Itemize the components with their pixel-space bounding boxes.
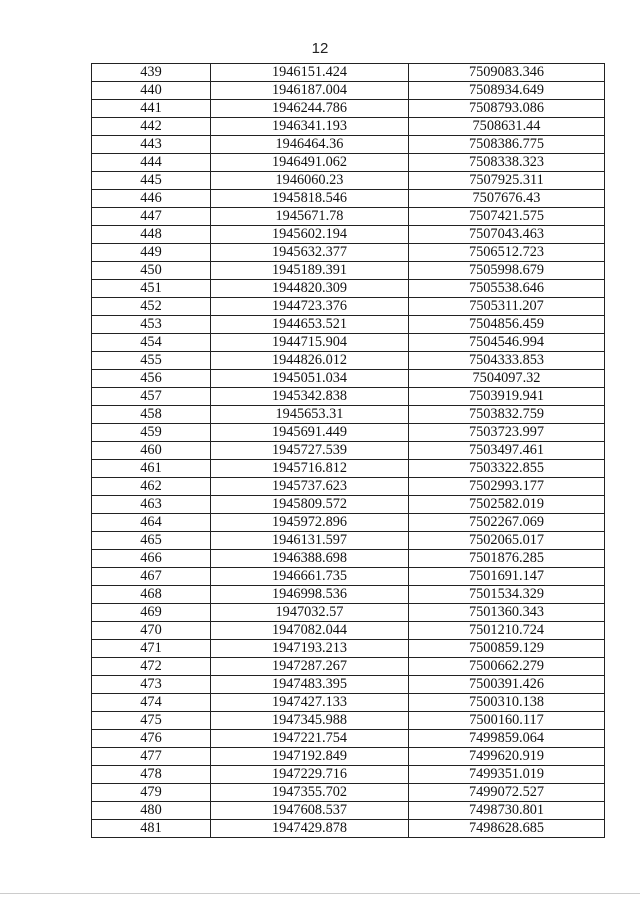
point-number-cell: 459 <box>92 424 211 442</box>
point-number-cell: 470 <box>92 622 211 640</box>
coordinates-table-wrapper <box>91 63 601 838</box>
point-number-cell: 481 <box>92 820 211 838</box>
point-number-cell: 445 <box>92 172 211 190</box>
point-number-cell: 446 <box>92 190 211 208</box>
point-number-cell: 452 <box>92 298 211 316</box>
table-row <box>92 334 605 352</box>
x-coordinate-cell: 1947193.213 <box>211 640 409 658</box>
table-row <box>92 802 605 820</box>
point-number-cell: 453 <box>92 316 211 334</box>
point-number-cell: 447 <box>92 208 211 226</box>
y-coordinate-cell: 7500160.117 <box>409 712 605 730</box>
table-row <box>92 280 605 298</box>
y-coordinate-cell: 7508386.775 <box>409 136 605 154</box>
y-coordinate-cell: 7502993.177 <box>409 478 605 496</box>
point-number-cell: 476 <box>92 730 211 748</box>
y-coordinate-cell: 7499072.527 <box>409 784 605 802</box>
coordinates-table <box>91 63 605 838</box>
y-coordinate-cell: 7504097.32 <box>409 370 605 388</box>
table-row <box>92 550 605 568</box>
point-number-cell: 474 <box>92 694 211 712</box>
y-coordinate-cell: 7499859.064 <box>409 730 605 748</box>
y-coordinate-cell: 7505311.207 <box>409 298 605 316</box>
x-coordinate-cell: 1945691.449 <box>211 424 409 442</box>
point-number-cell: 480 <box>92 802 211 820</box>
table-row <box>92 622 605 640</box>
table-row <box>92 604 605 622</box>
point-number-cell: 455 <box>92 352 211 370</box>
y-coordinate-cell: 7499620.919 <box>409 748 605 766</box>
y-coordinate-cell: 7499351.019 <box>409 766 605 784</box>
y-coordinate-cell: 7508338.323 <box>409 154 605 172</box>
x-coordinate-cell: 1947429.878 <box>211 820 409 838</box>
table-row <box>92 298 605 316</box>
x-coordinate-cell: 1947355.702 <box>211 784 409 802</box>
y-coordinate-cell: 7501360.343 <box>409 604 605 622</box>
y-coordinate-cell: 7501534.329 <box>409 586 605 604</box>
table-row <box>92 172 605 190</box>
point-number-cell: 472 <box>92 658 211 676</box>
x-coordinate-cell: 1944826.012 <box>211 352 409 370</box>
y-coordinate-cell: 7504856.459 <box>409 316 605 334</box>
y-coordinate-cell: 7504546.994 <box>409 334 605 352</box>
y-coordinate-cell: 7507043.463 <box>409 226 605 244</box>
table-row <box>92 730 605 748</box>
x-coordinate-cell: 1945737.623 <box>211 478 409 496</box>
x-coordinate-cell: 1945972.896 <box>211 514 409 532</box>
x-coordinate-cell: 1947192.849 <box>211 748 409 766</box>
y-coordinate-cell: 7500310.138 <box>409 694 605 712</box>
point-number-cell: 469 <box>92 604 211 622</box>
point-number-cell: 461 <box>92 460 211 478</box>
x-coordinate-cell: 1946151.424 <box>211 64 409 82</box>
y-coordinate-cell: 7504333.853 <box>409 352 605 370</box>
x-coordinate-cell: 1946187.004 <box>211 82 409 100</box>
point-number-cell: 449 <box>92 244 211 262</box>
x-coordinate-cell: 1946060.23 <box>211 172 409 190</box>
point-number-cell: 477 <box>92 748 211 766</box>
y-coordinate-cell: 7500391.426 <box>409 676 605 694</box>
table-row <box>92 190 605 208</box>
point-number-cell: 463 <box>92 496 211 514</box>
point-number-cell: 451 <box>92 280 211 298</box>
y-coordinate-cell: 7501691.147 <box>409 568 605 586</box>
table-row <box>92 226 605 244</box>
table-row <box>92 658 605 676</box>
x-coordinate-cell: 1946388.698 <box>211 550 409 568</box>
table-row <box>92 424 605 442</box>
y-coordinate-cell: 7502065.017 <box>409 532 605 550</box>
table-body <box>92 64 605 838</box>
x-coordinate-cell: 1945727.539 <box>211 442 409 460</box>
x-coordinate-cell: 1947608.537 <box>211 802 409 820</box>
x-coordinate-cell: 1947032.57 <box>211 604 409 622</box>
y-coordinate-cell: 7503497.461 <box>409 442 605 460</box>
table-row <box>92 406 605 424</box>
y-coordinate-cell: 7508934.649 <box>409 82 605 100</box>
table-row <box>92 64 605 82</box>
x-coordinate-cell: 1947345.988 <box>211 712 409 730</box>
y-coordinate-cell: 7507676.43 <box>409 190 605 208</box>
table-row <box>92 694 605 712</box>
point-number-cell: 479 <box>92 784 211 802</box>
point-number-cell: 460 <box>92 442 211 460</box>
table-row <box>92 496 605 514</box>
x-coordinate-cell: 1946244.786 <box>211 100 409 118</box>
x-coordinate-cell: 1945602.194 <box>211 226 409 244</box>
y-coordinate-cell: 7503919.941 <box>409 388 605 406</box>
table-row <box>92 514 605 532</box>
table-row <box>92 766 605 784</box>
x-coordinate-cell: 1944715.904 <box>211 334 409 352</box>
point-number-cell: 442 <box>92 118 211 136</box>
table-row <box>92 208 605 226</box>
page-number: 12 <box>311 40 329 57</box>
x-coordinate-cell: 1947483.395 <box>211 676 409 694</box>
point-number-cell: 471 <box>92 640 211 658</box>
x-coordinate-cell: 1945189.391 <box>211 262 409 280</box>
table-row <box>92 100 605 118</box>
y-coordinate-cell: 7503723.997 <box>409 424 605 442</box>
y-coordinate-cell: 7503832.759 <box>409 406 605 424</box>
point-number-cell: 454 <box>92 334 211 352</box>
table-row <box>92 118 605 136</box>
table-row <box>92 442 605 460</box>
x-coordinate-cell: 1945809.572 <box>211 496 409 514</box>
x-coordinate-cell: 1947229.716 <box>211 766 409 784</box>
bottom-rule <box>0 893 640 894</box>
table-row <box>92 568 605 586</box>
y-coordinate-cell: 7502582.019 <box>409 496 605 514</box>
x-coordinate-cell: 1945051.034 <box>211 370 409 388</box>
x-coordinate-cell: 1947221.754 <box>211 730 409 748</box>
y-coordinate-cell: 7507421.575 <box>409 208 605 226</box>
point-number-cell: 448 <box>92 226 211 244</box>
x-coordinate-cell: 1945653.31 <box>211 406 409 424</box>
x-coordinate-cell: 1945342.838 <box>211 388 409 406</box>
table-row <box>92 460 605 478</box>
table-row <box>92 82 605 100</box>
point-number-cell: 466 <box>92 550 211 568</box>
x-coordinate-cell: 1946341.193 <box>211 118 409 136</box>
point-number-cell: 473 <box>92 676 211 694</box>
table-row <box>92 154 605 172</box>
table-row <box>92 820 605 838</box>
table-row <box>92 316 605 334</box>
table-row <box>92 388 605 406</box>
x-coordinate-cell: 1945818.546 <box>211 190 409 208</box>
point-number-cell: 456 <box>92 370 211 388</box>
table-row <box>92 370 605 388</box>
x-coordinate-cell: 1945671.78 <box>211 208 409 226</box>
point-number-cell: 464 <box>92 514 211 532</box>
point-number-cell: 457 <box>92 388 211 406</box>
y-coordinate-cell: 7502267.069 <box>409 514 605 532</box>
table-row <box>92 748 605 766</box>
x-coordinate-cell: 1946131.597 <box>211 532 409 550</box>
y-coordinate-cell: 7500859.129 <box>409 640 605 658</box>
x-coordinate-cell: 1944653.521 <box>211 316 409 334</box>
point-number-cell: 450 <box>92 262 211 280</box>
y-coordinate-cell: 7507925.311 <box>409 172 605 190</box>
point-number-cell: 475 <box>92 712 211 730</box>
y-coordinate-cell: 7508793.086 <box>409 100 605 118</box>
point-number-cell: 468 <box>92 586 211 604</box>
table-row <box>92 532 605 550</box>
x-coordinate-cell: 1945716.812 <box>211 460 409 478</box>
y-coordinate-cell: 7509083.346 <box>409 64 605 82</box>
x-coordinate-cell: 1946464.36 <box>211 136 409 154</box>
y-coordinate-cell: 7503322.855 <box>409 460 605 478</box>
table-row <box>92 640 605 658</box>
x-coordinate-cell: 1946998.536 <box>211 586 409 604</box>
x-coordinate-cell: 1944820.309 <box>211 280 409 298</box>
table-row <box>92 676 605 694</box>
y-coordinate-cell: 7505998.679 <box>409 262 605 280</box>
x-coordinate-cell: 1944723.376 <box>211 298 409 316</box>
x-coordinate-cell: 1947082.044 <box>211 622 409 640</box>
y-coordinate-cell: 7498628.685 <box>409 820 605 838</box>
point-number-cell: 465 <box>92 532 211 550</box>
table-row <box>92 478 605 496</box>
point-number-cell: 478 <box>92 766 211 784</box>
x-coordinate-cell: 1945632.377 <box>211 244 409 262</box>
point-number-cell: 462 <box>92 478 211 496</box>
point-number-cell: 444 <box>92 154 211 172</box>
table-row <box>92 784 605 802</box>
y-coordinate-cell: 7501210.724 <box>409 622 605 640</box>
table-row <box>92 262 605 280</box>
table-row <box>92 244 605 262</box>
table-row <box>92 586 605 604</box>
table-row <box>92 136 605 154</box>
table-row <box>92 712 605 730</box>
x-coordinate-cell: 1946661.735 <box>211 568 409 586</box>
y-coordinate-cell: 7501876.285 <box>409 550 605 568</box>
y-coordinate-cell: 7498730.801 <box>409 802 605 820</box>
point-number-cell: 439 <box>92 64 211 82</box>
point-number-cell: 440 <box>92 82 211 100</box>
point-number-cell: 443 <box>92 136 211 154</box>
y-coordinate-cell: 7508631.44 <box>409 118 605 136</box>
x-coordinate-cell: 1947287.267 <box>211 658 409 676</box>
y-coordinate-cell: 7506512.723 <box>409 244 605 262</box>
point-number-cell: 467 <box>92 568 211 586</box>
x-coordinate-cell: 1946491.062 <box>211 154 409 172</box>
table-row <box>92 352 605 370</box>
y-coordinate-cell: 7500662.279 <box>409 658 605 676</box>
point-number-cell: 441 <box>92 100 211 118</box>
y-coordinate-cell: 7505538.646 <box>409 280 605 298</box>
point-number-cell: 458 <box>92 406 211 424</box>
x-coordinate-cell: 1947427.133 <box>211 694 409 712</box>
